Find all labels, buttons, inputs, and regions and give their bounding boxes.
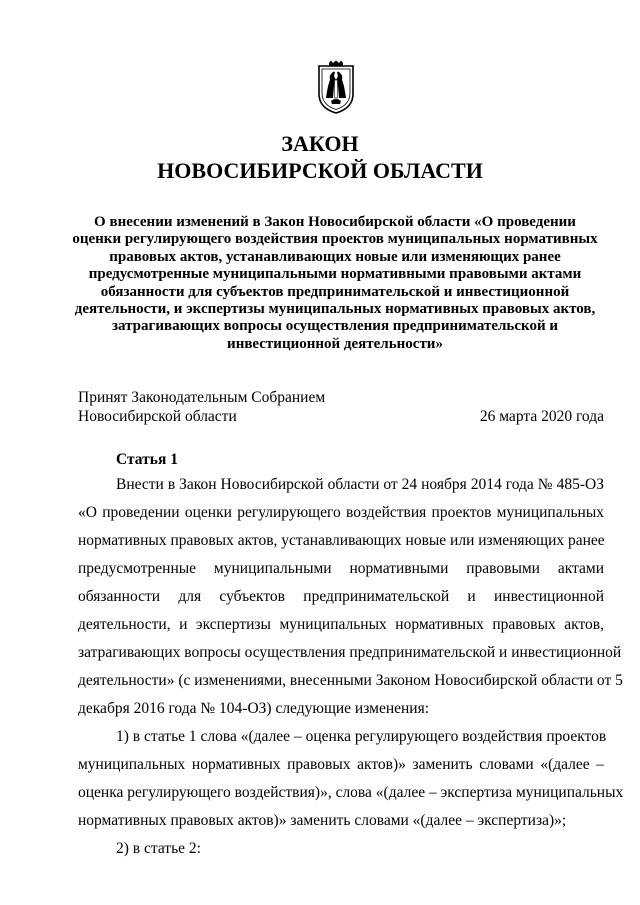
- body-text-line: затрагивающих вопросы осуществления предпринимательской и инвестиционной: [78, 644, 622, 661]
- body-text-line: 2) в статье 2:: [116, 840, 201, 857]
- heading-line: затрагивающих вопросы осуществления предпринимательской и: [111, 318, 558, 335]
- heading-line: О внесении изменений в Закон Новосибирской области «О проведении: [94, 214, 576, 230]
- heading-line: деятельности, и экспертизы муниципальных нормативных правовых актов,: [74, 301, 596, 318]
- body-text-line: нормативных правовых актов, устанавливающих новые или изменяющих ранее: [78, 532, 605, 549]
- law-title: ЗАКОН: [281, 131, 359, 156]
- heading-line: инвестиционной деятельности»: [227, 335, 443, 352]
- adoption-body-line2: Новосибирской области: [78, 407, 237, 425]
- heading-line: предусмотренные муниципальными нормативными правовыми актами: [88, 266, 582, 283]
- body-text-line: предусмотренные муниципальными нормативными правовыми актами: [78, 560, 604, 577]
- body-text-line: 1) в статье 1 слова «(далее – оценка регулирующего воздействия проектов: [116, 728, 607, 745]
- article-title: Статья 1: [116, 451, 178, 468]
- body-text-line: нормативных правовых актов)» заменить словами «(далее – экспертиза)»;: [78, 812, 567, 829]
- body-text-line: деятельности» (с изменениями, внесенными Законом Новосибирской области от 5: [78, 672, 623, 689]
- body-text-line: оценка регулирующего воздействия)», слова «(далее – экспертиза муниципальных: [78, 784, 624, 801]
- body-text-line: муниципальных нормативных правовых актов)» заменить словами «(далее –: [78, 756, 604, 773]
- body-text-line: Внести в Закон Новосибирской области от 24 ноября 2014 года № 485-ОЗ: [116, 476, 604, 493]
- adoption-date: 26 марта 2020 года: [479, 407, 604, 425]
- adoption-info: [78, 389, 325, 426]
- body-text-line: обязанности для субъектов предпринимательской и инвестиционной: [78, 588, 604, 605]
- heading-line: обязанности для субъектов предпринимательской и инвестиционной: [100, 283, 570, 300]
- coat-of-arms-icon: [316, 60, 356, 114]
- heading-line: оценки регулирующего воздействия проектов муниципальных нормативных: [72, 231, 598, 248]
- body-text-line: декабря 2016 года № 104-ОЗ) следующие изменения:: [78, 700, 430, 717]
- body-text-line: «О проведении оценки регулирующего воздействия проектов муниципальных: [78, 504, 604, 521]
- heading-line: правовых актов, устанавливающих новые или изменяющих ранее: [109, 248, 561, 265]
- adoption-body-line1: Принят Законодательным Собранием: [78, 389, 326, 406]
- body-text-line: деятельности, и экспертизы муниципальных нормативных правовых актов,: [78, 616, 604, 633]
- law-subtitle-region: НОВОСИБИРСКОЙ ОБЛАСТИ: [157, 158, 483, 183]
- law-heading: [70, 214, 600, 353]
